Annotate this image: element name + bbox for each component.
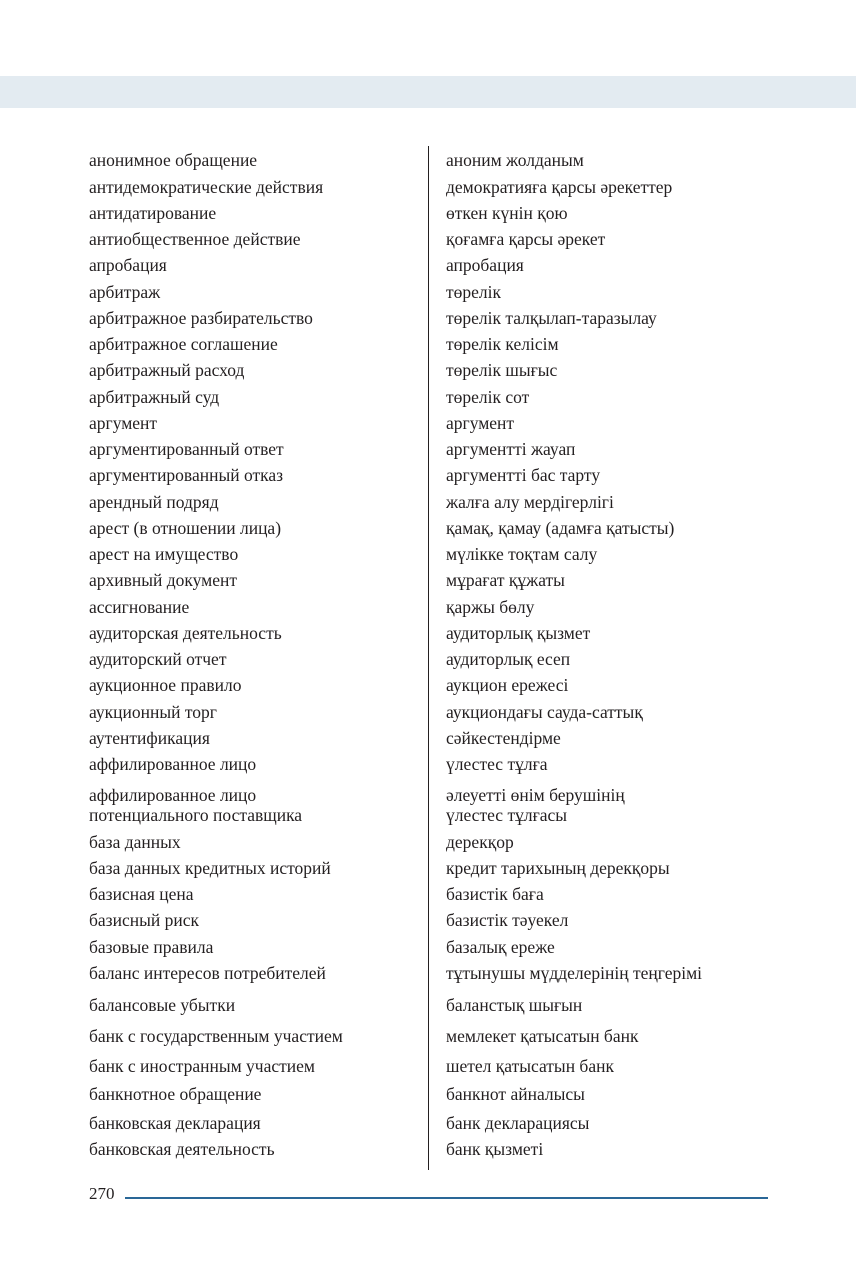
russian-term: антиобщественное действие bbox=[89, 229, 301, 249]
kazakh-term: банк қызметі bbox=[446, 1139, 544, 1159]
kazakh-term: аудиторлық қызмет bbox=[446, 623, 591, 643]
russian-term: баланс интересов потребителей bbox=[89, 963, 326, 983]
kazakh-term: аудиторлық есеп bbox=[446, 649, 571, 669]
kazakh-term: дерекқор bbox=[446, 832, 514, 852]
russian-term: апробация bbox=[89, 255, 167, 275]
kazakh-term: аргументті бас тарту bbox=[446, 465, 601, 485]
header-band bbox=[0, 76, 856, 108]
kazakh-term: базистік тәуекел bbox=[446, 910, 569, 930]
kazakh-term: демократияға қарсы әрекеттер bbox=[446, 177, 673, 197]
russian-term: арбитражный расход bbox=[89, 360, 245, 380]
russian-term: аргументированный ответ bbox=[89, 439, 284, 459]
russian-term: антидатирование bbox=[89, 203, 217, 223]
kazakh-term: мұрағат құжаты bbox=[446, 570, 565, 590]
russian-term: аудиторская деятельность bbox=[89, 623, 282, 643]
kazakh-term: тұтынушы мүдделерінің теңгерімі bbox=[446, 963, 703, 983]
russian-term: базисная цена bbox=[89, 884, 194, 904]
kazakh-term: төрелік сот bbox=[446, 387, 530, 407]
russian-term: аудиторский отчет bbox=[89, 649, 227, 669]
russian-term: арбитражное соглашение bbox=[89, 334, 278, 354]
russian-term: арендный подряд bbox=[89, 492, 219, 512]
footer-rule bbox=[125, 1197, 768, 1199]
russian-term: анонимное обращение bbox=[89, 150, 258, 170]
kazakh-term: аргумент bbox=[446, 413, 515, 433]
kazakh-term: кредит тарихының дерекқоры bbox=[446, 858, 670, 878]
kazakh-term: аноним жолданым bbox=[446, 150, 584, 170]
kazakh-term: аукцион ережесі bbox=[446, 675, 569, 695]
kazakh-term: аргументті жауап bbox=[446, 439, 576, 459]
column-divider bbox=[428, 146, 429, 1170]
kazakh-term: баланстық шығын bbox=[446, 995, 583, 1015]
kazakh-term: төрелік шығыс bbox=[446, 360, 558, 380]
kazakh-term: қамақ, қамау (адамға қатысты) bbox=[446, 518, 675, 538]
kazakh-term: банк декларациясы bbox=[446, 1113, 590, 1133]
russian-term: аффилированное лицо bbox=[89, 785, 257, 805]
russian-term: ассигнование bbox=[89, 597, 190, 617]
russian-term: арбитражное разбирательство bbox=[89, 308, 313, 328]
russian-term: аффилированное лицо bbox=[89, 754, 257, 774]
kazakh-term: төрелік bbox=[446, 282, 502, 302]
kazakh-term: мүлікке тоқтам салу bbox=[446, 544, 598, 564]
page-number: 270 bbox=[89, 1184, 115, 1203]
russian-term: банковская деятельность bbox=[89, 1139, 275, 1159]
kazakh-term: мемлекет қатысатын банк bbox=[446, 1026, 639, 1046]
russian-term: аукционный торг bbox=[89, 702, 217, 722]
kazakh-term: базалық ереже bbox=[446, 937, 555, 957]
russian-term: аргумент bbox=[89, 413, 158, 433]
russian-term: база данных кредитных историй bbox=[89, 858, 331, 878]
kazakh-term: өткен күнін қою bbox=[446, 203, 568, 223]
russian-term: банкнотное обращение bbox=[89, 1084, 262, 1104]
kazakh-term: қаржы бөлу bbox=[446, 597, 535, 617]
kazakh-term: апробация bbox=[446, 255, 524, 275]
russian-term: банковская декларация bbox=[89, 1113, 261, 1133]
russian-term: арест (в отношении лица) bbox=[89, 518, 282, 538]
kazakh-term: аукциондағы сауда-саттық bbox=[446, 702, 643, 722]
kazakh-term: сәйкестендірме bbox=[446, 728, 561, 748]
kazakh-term: қоғамға қарсы әрекет bbox=[446, 229, 606, 249]
russian-term: арбитражный суд bbox=[89, 387, 220, 407]
kazakh-term: төрелік келісім bbox=[446, 334, 559, 354]
russian-term: базовые правила bbox=[89, 937, 214, 957]
russian-term-continued: потенциального поставщика bbox=[89, 805, 303, 825]
russian-term: база данных bbox=[89, 832, 181, 852]
russian-term: аукционное правило bbox=[89, 675, 242, 695]
russian-term: арбитраж bbox=[89, 282, 161, 302]
russian-term: архивный документ bbox=[89, 570, 238, 590]
russian-term: аутентификация bbox=[89, 728, 210, 748]
kazakh-term: үлестес тұлға bbox=[446, 754, 548, 774]
russian-term: балансовые убытки bbox=[89, 995, 236, 1015]
kazakh-term: жалға алу мердігерлігі bbox=[446, 492, 614, 512]
kazakh-term: базистік баға bbox=[446, 884, 544, 904]
russian-term: банк с иностранным участием bbox=[89, 1056, 315, 1076]
russian-term: антидемократические действия bbox=[89, 177, 324, 197]
kazakh-term: банкнот айналысы bbox=[446, 1084, 585, 1104]
kazakh-term: әлеуетті өнім берушінің bbox=[446, 785, 625, 805]
kazakh-term: шетел қатысатын банк bbox=[446, 1056, 614, 1076]
russian-term: аргументированный отказ bbox=[89, 465, 284, 485]
russian-term: арест на имущество bbox=[89, 544, 239, 564]
kazakh-term: төрелік талқылап-таразылау bbox=[446, 308, 657, 328]
russian-term: банк с государственным участием bbox=[89, 1026, 343, 1046]
russian-term: базисный риск bbox=[89, 910, 199, 930]
kazakh-term-continued: үлестес тұлғасы bbox=[446, 805, 568, 825]
